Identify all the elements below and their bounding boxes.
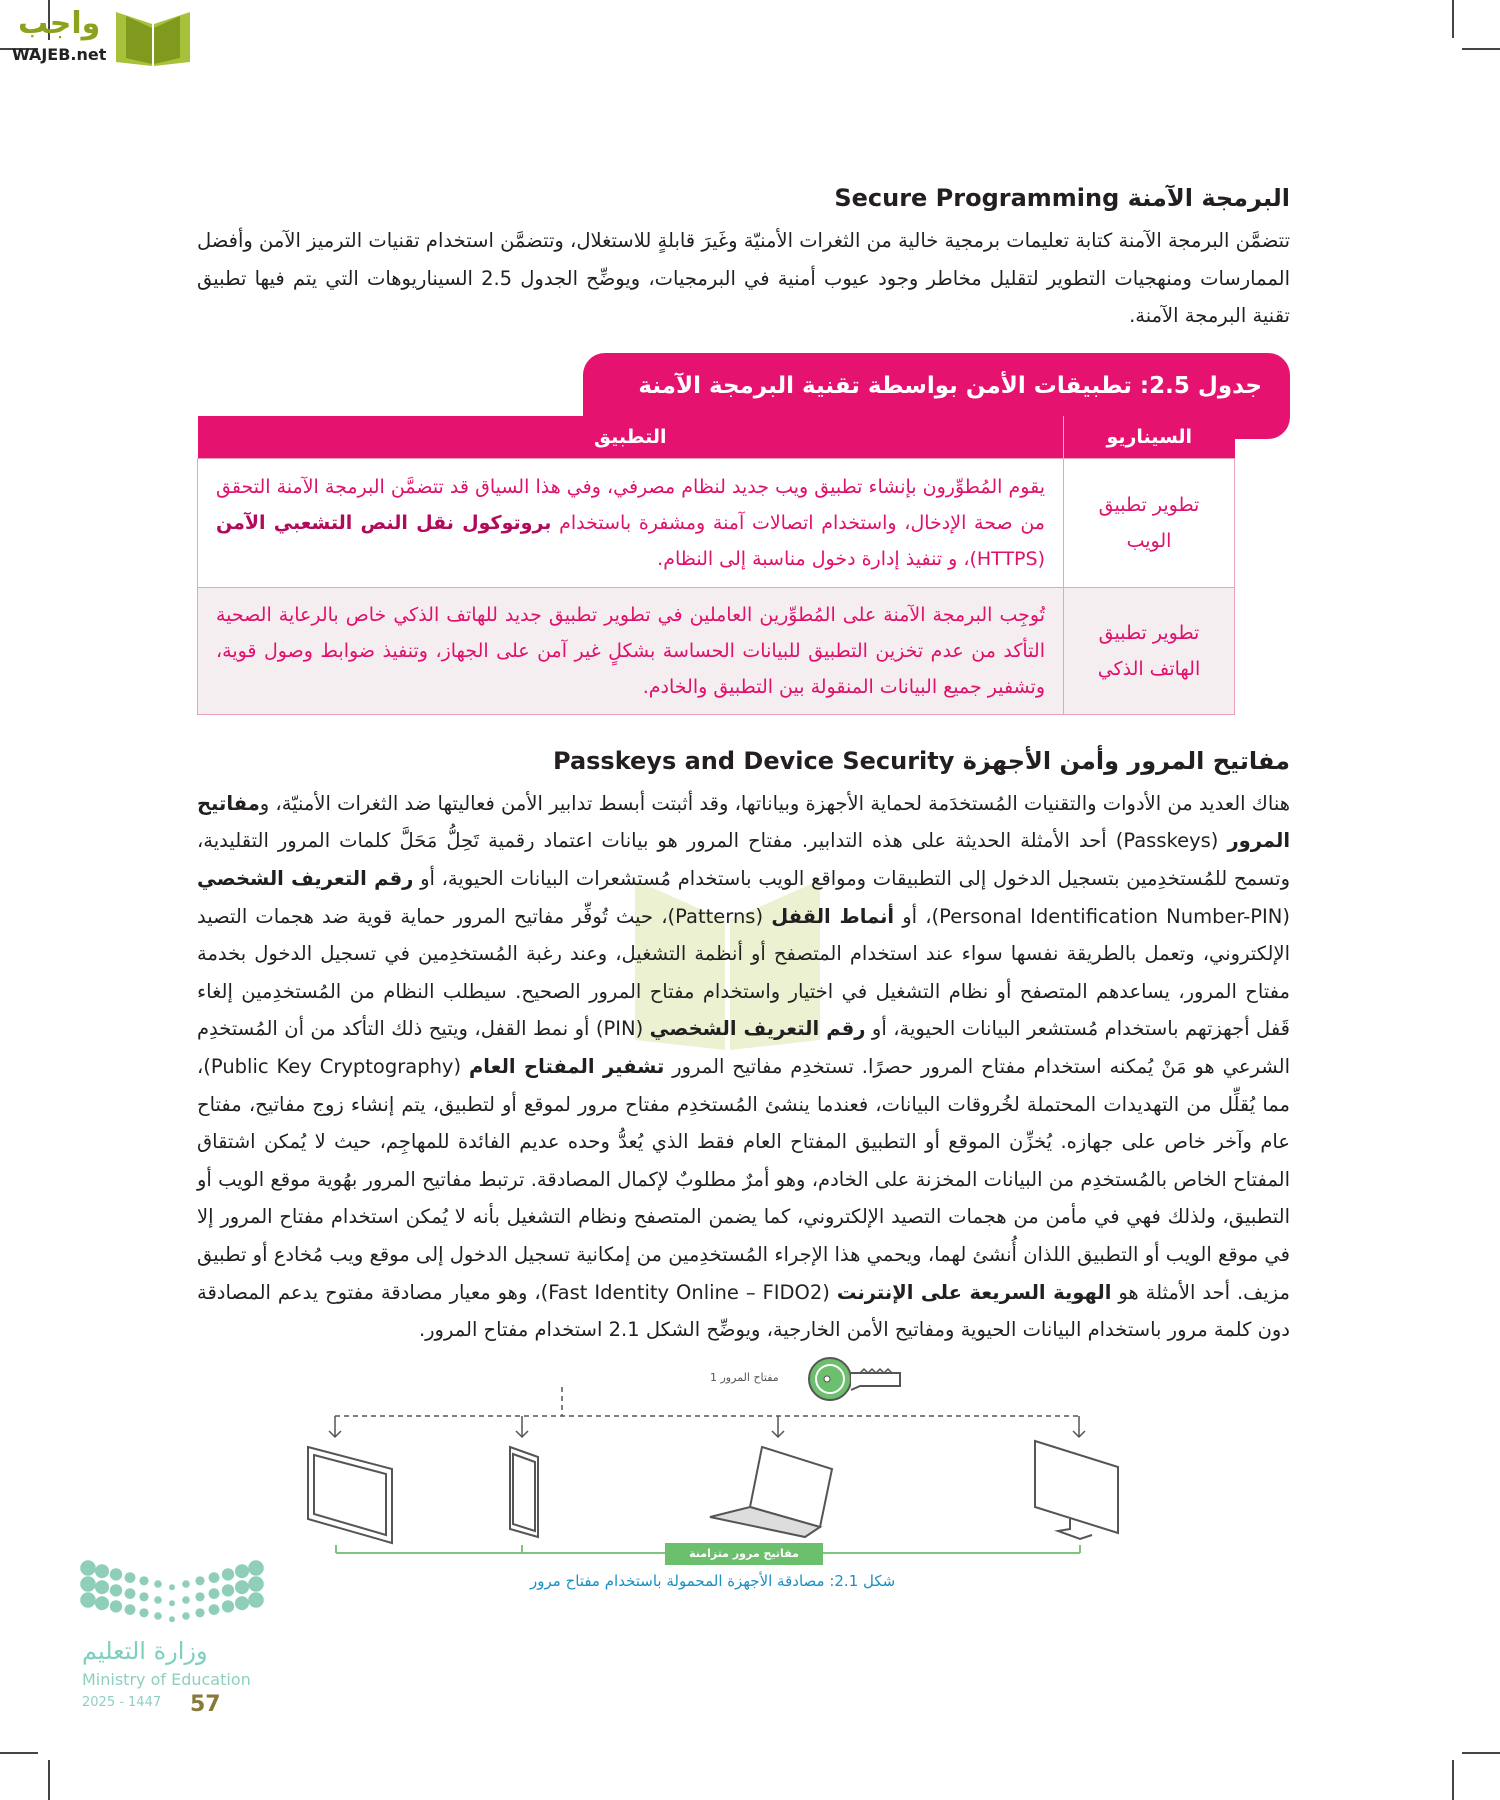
ministry-english: Ministry of Education (82, 1670, 251, 1689)
emblem-dot (80, 1592, 96, 1608)
emblem-dot (235, 1580, 249, 1594)
bold-term: أنماط القفل (771, 904, 895, 928)
emblem-dot (195, 1608, 204, 1617)
emblem-dot (169, 1600, 175, 1606)
crop-mark (1462, 1752, 1500, 1754)
emblem-dot (209, 1572, 220, 1583)
key-icon (809, 1358, 900, 1400)
emblem-dot (110, 1600, 122, 1612)
text-run: هناك العديد من الأدوات والتقنيات المُستخدَمة لحماية الأجهزة وبياناتها، وقد أثبتت أبسط تدابير الأمن فعاليتها ضد الثغرات الأمنيّة، و (259, 791, 1290, 815)
synced-passkeys-label: مفاتيح مرور متزامنة (665, 1543, 823, 1565)
emblem-dot (80, 1560, 96, 1576)
bold-term: بروتوكول نقل النص التشعبي الآمن (216, 511, 552, 534)
emblem-dot (248, 1560, 264, 1576)
page-number: 57 (190, 1692, 221, 1717)
book-icon (108, 6, 198, 66)
emblem-dot (125, 1572, 136, 1583)
application-cell (198, 587, 1064, 714)
emblem-dot (222, 1584, 234, 1596)
figure-diagram (300, 1357, 1200, 1567)
emblem-dot (154, 1612, 162, 1620)
text-run: (Fast Identity Online – FIDO2)، وهو معيار مصادقة مفتوح يدعم المصادقة دون كلمة مرور باستخدام البيانات الحيوية ومفاتيح الأمن الخارجية، ويوضِّح الشكل 2.1 استخدام مفتاح المرور. (197, 1280, 1290, 1342)
table-row (198, 587, 1235, 714)
crop-mark (1452, 0, 1454, 38)
emblem-dot (222, 1600, 234, 1612)
text-run: (Passkeys) أحد الأمثلة الحديثة على هذه التدابير. مفتاح المرور هو بيانات اعتماد رقمية تَحِلُّ مَحَلَّ كلمات المرور التقليدية، وتسمح للمُستخدِمين بتسجيل الدخول إلى التطبيقات ومواقع الويب باستخدام مُستشعرات البيانات الحيوية، أو (197, 829, 1290, 890)
text-run: (Personal Identification Number-PIN)، أو (894, 904, 1290, 928)
phone-icon (510, 1447, 538, 1537)
emblem-dot (248, 1592, 264, 1608)
passkey-1-label: مفتاح المرور 1 (710, 1370, 779, 1384)
bold-term: الهوية السريعة على الإنترنت (836, 1280, 1112, 1304)
text-run: يقوم المُطوِّرون بإنشاء تطبيق ويب جديد لنظام مصرفي، وفي هذا السياق قد تتضمَّن البرمجة الآمنة التحقق من صحة الإدخال، واستخدام اتصالات آمنة ومشفرة باستخدام (216, 475, 1045, 534)
section-heading-passkeys: مفاتيح المرور وأمن الأجهزة Passkeys and Device Security (553, 746, 1290, 775)
emblem-dot (110, 1568, 122, 1580)
text-run: تُوجِب البرمجة الآمنة على المُطوِّرين العاملين في تطوير تطبيق جديد للهاتف الذكي خاص بالرعاية الصحية التأكد من عدم تخزين التطبيق للبيانات الحساسة بشكلٍ غير آمن على الجهاز، وتنفيذ ضوابط وصول قوية، وتشفير جميع البيانات المنقولة بين التطبيق والخادم. (216, 603, 1045, 698)
desktop-monitor-icon (1035, 1441, 1118, 1539)
text-run: (Public Key Cryptography)، مما يُقلِّل من التهديدات المحتملة لخُروقات البيانات، فعندما ينشئ المُستخدِم مفتاح مرور لموقع أو لتطبيق، يتم إنشاء زوج مفاتيح، مفتاح عام وآخر خاص على جهازه. يُخزِّن الموقع أو التطبيق المفتاح العام فقط الذي يُعدُّ وحده عديم الفائدة للمهاجِم، حيث لا يُمكن اشتقاق المفتاح الخاص بالمُستخدِم من البيانات المخزنة على الخادم، وهو أمرٌ مطلوبٌ لإكمال المصادقة. ترتبط مفاتيح المرور بهُوية موقع الويب أو التطبيق، ولذلك فهي في مأمن من هجمات التصيد الإلكتروني، كما يضمن المتصفح ونظام التشغيل بأنه لا يُمكن استخدام مفتاح المرور إلا في موقع الويب أو التطبيق اللذان أُنشئ لهما، ويحمي هذا الإجراء المُستخدِمين من إمكانية تسجيل الدخول إلى موقع ويب مُخادع أو تطبيق مزيف. أحد الأمثلة هو (197, 1054, 1290, 1304)
emblem-dot (95, 1564, 109, 1578)
ministry-of-education-logo (80, 1560, 280, 1740)
emblem-dot (139, 1608, 148, 1617)
ministry-dots-emblem (80, 1560, 270, 1630)
logo-latin: WAJEB.net (12, 45, 107, 64)
main-content (197, 182, 1290, 1597)
emblem-dot (110, 1584, 122, 1596)
section-heading-secure-programming: البرمجة الآمنة Secure Programming (834, 184, 1290, 212)
emblem-dot (139, 1592, 148, 1601)
bold-term: رقم التعريف الشخصي (649, 1017, 866, 1041)
table-title: جدول 2.5: تطبيقات الأمن بواسطة تقنية البرمجة الآمنة (638, 372, 1262, 399)
secure-programming-paragraph: تتضمَّن البرمجة الآمنة كتابة تعليمات برمجية خالية من الثغرات الأمنيّة وغَيرَ قابلةٍ للاستغلال، وتتضمَّن استخدام تقنيات الترميز الآمن وأفضل الممارسات ومنهجيات التطوير لتقليل مخاطر وجود عيوب أمنية في البرمجيات، ويوضِّح الجدول 2.5 السيناريوهات التي يتم فيها تطبيق تقنية البرمجة الآمنة. (197, 229, 1290, 328)
emblem-dot (222, 1568, 234, 1580)
bold-term: رقم التعريف الشخصي (197, 866, 414, 890)
scenario-cell: تطوير تطبيق الويب (1064, 458, 1235, 587)
emblem-dot (95, 1596, 109, 1610)
figure-passkey-sync (300, 1357, 1200, 1597)
emblem-dot (209, 1604, 220, 1615)
logo-arabic: واجب (18, 6, 101, 41)
column-header-scenario: السيناريو (1064, 416, 1235, 459)
text-run: (PIN) أو نمط القفل، ويتيح ذلك التأكد من أن المُستخدِم الشرعي هو مَنْ يُمكنه استخدام مفتاح المرور حصرًا. تستخدِم مفاتيح المرور (197, 1017, 1290, 1078)
crop-mark (1452, 1760, 1454, 1800)
crop-mark (48, 1760, 50, 1800)
emblem-dot (95, 1580, 109, 1594)
emblem-dot (169, 1616, 175, 1622)
text-run: (Patterns)، حيث تُوفِّر مفاتيح المرور حماية قوية ضد هجمات التصيد الإلكتروني، وتعمل بالطريقة نفسها سواء عند استخدام المتصفح أو أنظمة التشغيل، وعند رغبة المُستخدِمين في تسجيل الدخول بخدمة مفتاح المرور، يساعدهم المتصفح أو نظام التشغيل في اختيار واستخدام مفتاح المرور الصحيح. سيطلب النظام من المُستخدِمين إلغاء قَفل أجهزتهم باستخدام مُستشعر البيانات الحيوية، أو (197, 904, 1291, 1041)
scenario-cell: تطوير تطبيق الهاتف الذكي (1064, 587, 1235, 714)
emblem-dot (154, 1580, 162, 1588)
figure-caption: شكل 2.1: مصادقة الأجهزة المحمولة باستخدام مفتاح مرور (530, 1571, 896, 1590)
table-header-row (198, 416, 1235, 459)
emblem-dot (195, 1592, 204, 1601)
security-applications-table (197, 416, 1235, 715)
emblem-dot (139, 1576, 148, 1585)
bold-term: تشفير المفتاح العام (468, 1054, 665, 1078)
crop-mark (1462, 48, 1500, 50)
emblem-dot (182, 1612, 190, 1620)
table-block (197, 353, 1290, 715)
emblem-dot (235, 1596, 249, 1610)
laptop-icon (710, 1447, 832, 1537)
emblem-dot (195, 1576, 204, 1585)
year: 2025 - 1447 (82, 1695, 162, 1710)
crop-mark (0, 1752, 38, 1754)
ministry-arabic: وزارة التعليم (82, 1637, 208, 1665)
wajeb-logo[interactable] (10, 6, 190, 66)
emblem-dot (80, 1576, 96, 1592)
table-row (198, 458, 1235, 587)
emblem-dot (182, 1580, 190, 1588)
emblem-dot (248, 1576, 264, 1592)
emblem-dot (182, 1596, 190, 1604)
emblem-dot (154, 1596, 162, 1604)
passkeys-paragraph (197, 785, 1290, 1349)
emblem-dot (169, 1584, 175, 1590)
bold-term: مفاتيح المرور (197, 791, 1291, 853)
tablet-icon (308, 1447, 392, 1543)
emblem-dot (125, 1604, 136, 1615)
column-header-application: التطبيق (198, 416, 1064, 459)
text-run: (HTTPS)، و تنفيذ إدارة دخول مناسبة إلى النظام. (657, 547, 1045, 570)
emblem-dot (209, 1588, 220, 1599)
application-cell (198, 458, 1064, 587)
emblem-dot (235, 1564, 249, 1578)
emblem-dot (125, 1588, 136, 1599)
